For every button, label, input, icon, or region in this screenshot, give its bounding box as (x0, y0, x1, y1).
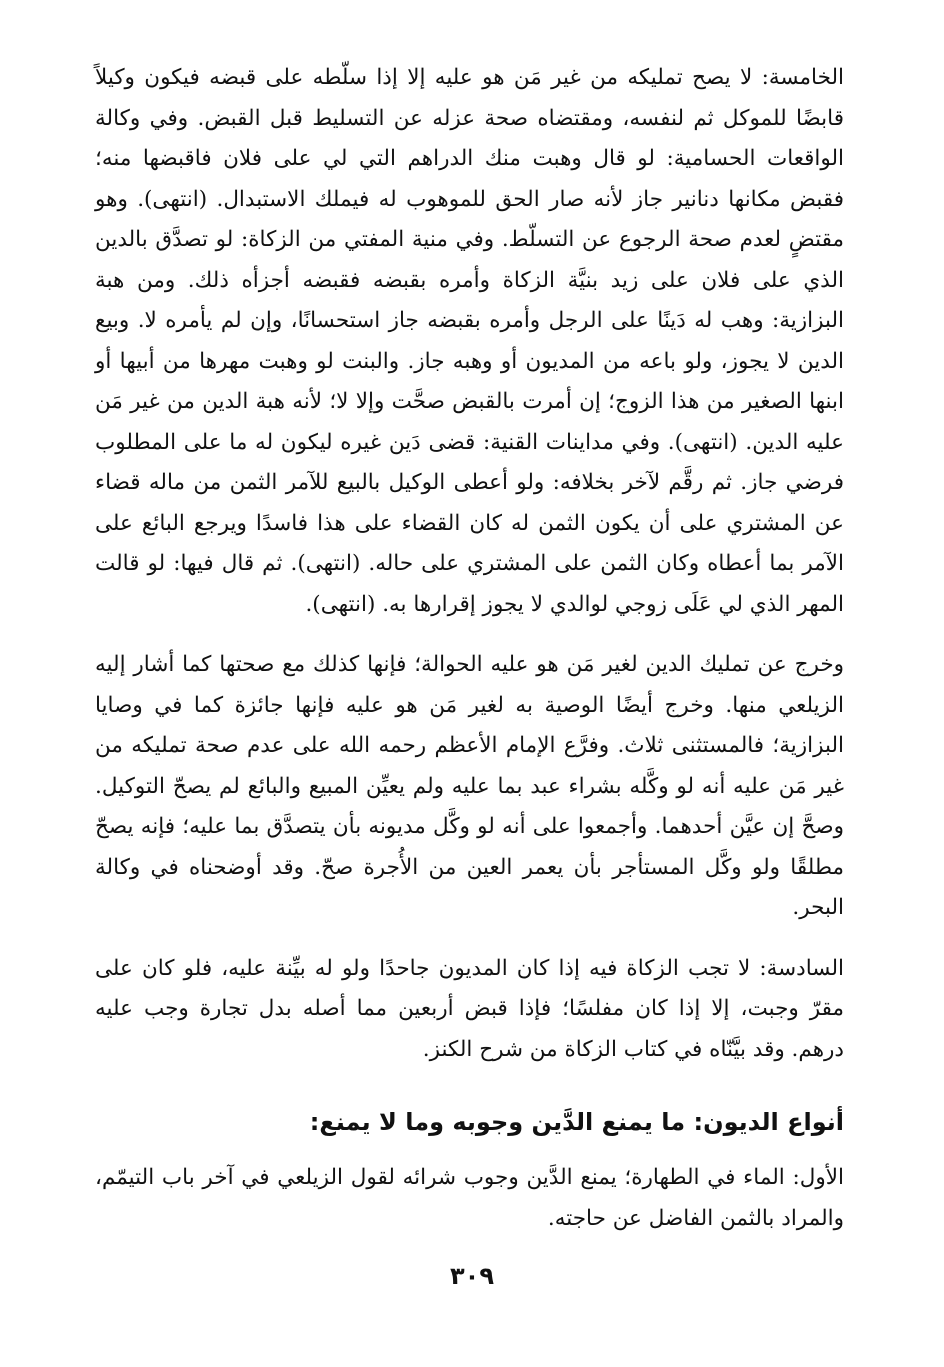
page-number: ٣٠٩ (450, 1262, 494, 1290)
paragraph-first-type: الأول: الماء في الطهارة؛ يمنع الدَّين وجوب شرائه لقول الزيلعي في آخر باب التيمّم، والمراد بالثمن الفاضل عن حاجته. (95, 1165, 844, 1231)
paragraph-fifth: الخامسة: لا يصح تمليكه من غير مَن هو عليه إلا إذا سلّطه على قبضه فيكون وكيلاً قابضًا للموكل ثم لنفسه، ومقتضاه صحة عزله عن التسليط قبل القبض. وفي وكالة الواقعات الحسامية: لو قال وهبت منك الدراهم التي لي على فلان فاقبضها منه؛ فقبض مكانها دنانير جاز لأنه صار الحق للموهوب له فيملك الاستبدال. (انتهى). وهو مقتضٍ لعدم صحة الرجوع عن التسلّط. وفي منية المفتي من الزكاة: لو تصدَّق بالدين الذي على فلان على زيد بنيَّة الزكاة وأمره بقبضه فقبضه أجزأه ذلك. ومن هبة البزازية: وهب له دَينًا على الرجل وأمره بقبضه جاز استحسانًا، وإن لم يأمره لا. وبيع الدين لا يجوز، ولو باعه من المديون أو وهبه جاز. والبنت لو وهبت مهرها من أبيها أو ابنها الصغير من هذا الزوج؛ إن أمرت بالقبض صحَّت وإلا لا؛ لأنه هبة الدين من غير مَن عليه الدين. (انتهى). وفي مداينات القنية: قضى دَين غيره ليكون له ما على المطلوب فرضي جاز. ثم رقَّم لآخر بخلافه: ولو أعطى الوكيل بالبيع للآمر الثمن من ماله قضاء عن المشتري على أن يكون الثمن له كان القضاء على هذا فاسدًا ويرجع البائع على الآمر بما أعطاه وكان الثمن على المشتري على حاله. (انتهى). ثم قال فيها: لو قالت المهر الذي لي عَلَى زوجي لوالدي لا يجوز إقرارها به. (انتهى). (95, 65, 844, 617)
paragraph-exceptions: وخرج عن تمليك الدين لغير مَن هو عليه الحوالة؛ فإنها كذلك مع صحتها كما أشار إليه الزيلعي منها. وخرج أيضًا الوصية به لغير مَن هو عليه فإنها جائزة كما في وصايا البزازية؛ فالمستثنى ثلاث. وفرَّع الإمام الأعظم رحمه الله على عدم صحة تمليكه من غير مَن عليه أنه لو وكَّله بشراء عبد بما عليه ولم يعيِّن المبيع والبائع لم يصحّ التوكيل. وصحَّ إن عيَّن أحدهما. وأجمعوا على أنه لو وكَّل مديونه بأن يتصدَّق بما عليه؛ فإنه يصحّ مطلقًا ولو وكَّل المستأجر بأن يعمر العين من الأُجرة صحّ. وقد أوضحناه في وكالة البحر. (95, 652, 844, 920)
section-heading: أنواع الديون: ما يمنع الدَّين وجوبه وما لا يمنع: (309, 1108, 844, 1136)
paragraph-sixth: السادسة: لا تجب الزكاة فيه إذا كان المديون جاحدًا ولو له بيِّنة عليه، فلو كان على مقرّ وجبت، إلا إذا كان مفلسًا؛ فإذا قبض أربعين مما أصله بدل تجارة وجب عليه درهم. وقد بيَّنّاه في كتاب الزكاة من شرح الكنز. (95, 955, 844, 1062)
